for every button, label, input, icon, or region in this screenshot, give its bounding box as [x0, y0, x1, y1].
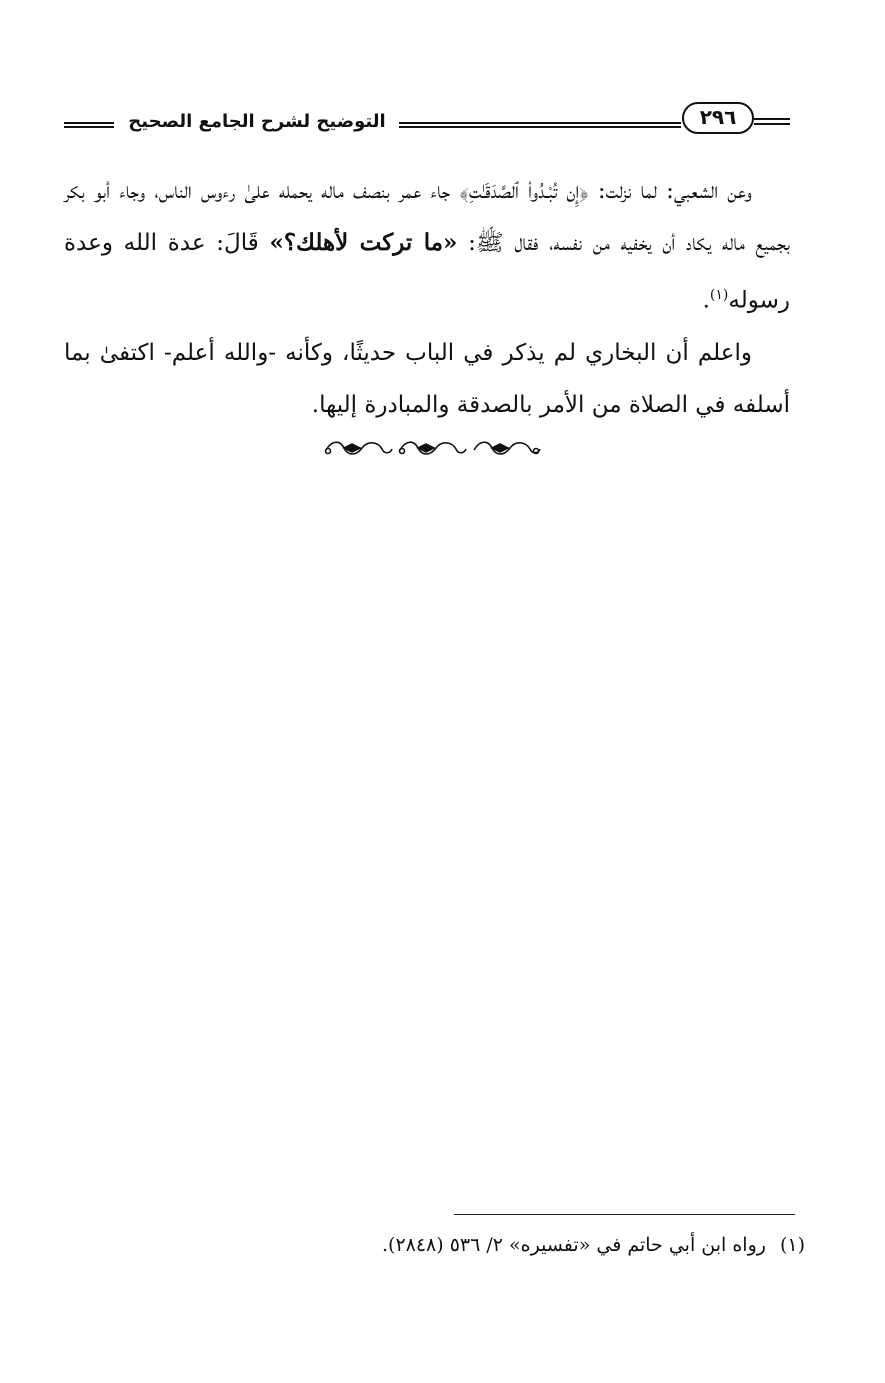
footnote-reference: (١) [709, 287, 729, 303]
header-rule-middle [399, 122, 681, 128]
hadith-quote: «ما تركت لأهلك؟» [269, 229, 458, 256]
ornament-segment [326, 442, 393, 454]
page-number: ٢٩٦ [682, 102, 754, 134]
paragraph-2-text: واعلم أن البخاري لم يذكر في الباب حديثًا، وكأنه -والله أعلم- اكتفىٰ بما أسلفه في الصلاة من الأمر بالصدقة والمبادرة إليها. [64, 339, 790, 418]
footnote-separator [454, 1214, 795, 1215]
footnote [300, 1228, 805, 1262]
header-rule-right [754, 118, 790, 125]
footnote-text: رواه ابن أبي حاتم في «تفسيره» ٢/ ٥٣٦ (٢٨٤٨). [381, 1234, 766, 1256]
header-rule-left [64, 122, 114, 128]
paragraph-1-end: . [702, 287, 710, 314]
footnote-marker: (١) [779, 1234, 805, 1256]
paragraph-2 [64, 327, 790, 431]
ornament-segment [400, 442, 467, 454]
ornament-divider-icon [322, 436, 544, 462]
ornament-segment [474, 442, 540, 454]
page-header [64, 94, 790, 144]
running-title: التوضيح لشرح الجامع الصحيح [128, 111, 386, 132]
paragraph-1 [64, 165, 790, 327]
main-text [64, 165, 790, 431]
paragraph-1-text: وعن الشعبي: لما نزلت: ﴿إِن تُبْـدُواْ ٱلصَّدَقَـٰتِ﴾ جاء عمر بنصف ماله يحمله علىٰ رءوس الناس، وجاء أبو بكر بجميع ماله يكاد أن يخفيه من نفسه، فقال ﷺ: [64, 178, 791, 256]
paragraph-1-rest: قَالَ: عدة الله وعدة رسوله [64, 230, 790, 314]
